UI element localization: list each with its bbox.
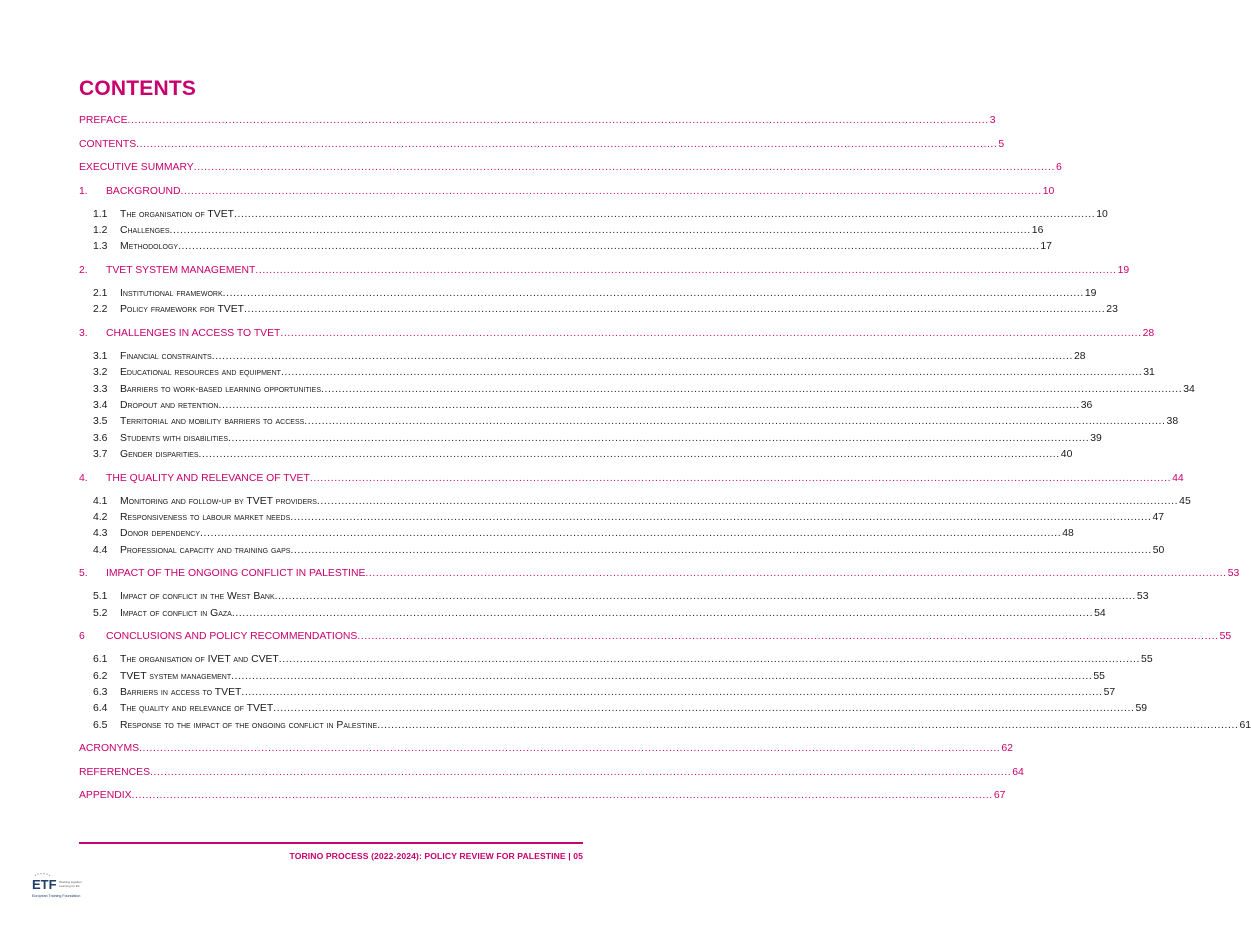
toc-entry[interactable] — [79, 472, 1184, 485]
toc-entry-number: 1. — [79, 185, 88, 197]
toc-entry-title: Impact of conflict in Gaza — [120, 607, 232, 619]
toc-entry[interactable] — [79, 303, 1118, 316]
toc-entry-page: 31 — [1143, 367, 1155, 379]
toc-entry[interactable] — [79, 544, 1165, 557]
toc-entry[interactable] — [79, 527, 1074, 540]
toc-dot-leader — [228, 432, 1089, 445]
toc-dot-leader — [290, 511, 1151, 524]
toc-entry-number: 6.2 — [93, 670, 108, 682]
toc-entry-title: Response to the impact of the ongoing conflict in Palestine — [120, 719, 378, 731]
toc-entry-title: Responsiveness to labour market needs — [120, 512, 291, 523]
toc-entry-title: APPENDIX — [79, 790, 132, 802]
toc-entry[interactable] — [79, 350, 1086, 363]
toc-dot-leader — [150, 766, 1011, 779]
toc-dot-leader — [273, 702, 1134, 715]
toc-entry-title: Barriers to work-based learning opportunities — [120, 383, 321, 395]
toc-entry-number: 4.2 — [93, 512, 108, 523]
toc-entry[interactable] — [79, 366, 1155, 379]
toc-entry-title: REFERENCES — [79, 766, 151, 778]
toc-dot-leader — [357, 630, 1218, 643]
toc-entry-number: 3.7 — [93, 449, 108, 461]
toc-dot-leader — [317, 495, 1178, 508]
footer-running-title: TORINO PROCESS (2022-2024): POLICY REVIEW FOR PALESTINE | 05 — [289, 851, 583, 861]
toc-entry-page: 44 — [1172, 472, 1184, 484]
toc-entry-title: The quality and relevance of TVET — [120, 703, 274, 715]
toc-entry-number: 6.4 — [93, 703, 108, 715]
toc-entry-page: 55 — [1141, 654, 1153, 666]
toc-entry-title: IMPACT OF THE ONGOING CONFLICT IN PALESTINE — [106, 568, 366, 580]
toc-dot-leader — [290, 544, 1151, 557]
toc-dot-leader — [200, 527, 1061, 540]
toc-dot-leader — [241, 686, 1102, 699]
toc-entry-page: 62 — [1001, 743, 1013, 755]
toc-entry-title: The organisation of TVET — [120, 208, 234, 220]
toc-entry-page: 48 — [1062, 528, 1074, 540]
toc-dot-leader — [136, 138, 997, 151]
toc-entry[interactable] — [79, 415, 1179, 428]
toc-entry-number: 3.5 — [93, 416, 108, 428]
toc-dot-leader — [223, 287, 1084, 300]
toc-entry-page: 23 — [1106, 304, 1118, 316]
toc-entry-title: Institutional framework — [120, 287, 223, 299]
toc-entry-title: TVET SYSTEM MANAGEMENT — [106, 264, 256, 276]
toc-entry[interactable] — [79, 719, 1251, 732]
toc-dot-leader — [365, 567, 1226, 580]
toc-entry-number: 1.2 — [93, 224, 108, 236]
toc-entry[interactable] — [79, 448, 1073, 461]
toc-entry[interactable] — [79, 327, 1155, 340]
page-title: CONTENTS — [79, 77, 197, 100]
toc-entry-number: 6 — [79, 631, 85, 643]
toc-entry-number: 3.6 — [93, 432, 108, 444]
toc-entry[interactable] — [79, 208, 1108, 221]
toc-entry-page: 38 — [1166, 416, 1179, 428]
toc-entry[interactable] — [79, 161, 1062, 174]
footer-divider — [79, 842, 583, 844]
toc-entry-title: PREFACE — [79, 115, 128, 126]
logo-tagline-1: Working together — [59, 880, 82, 884]
toc-entry[interactable] — [79, 742, 1013, 755]
toc-dot-leader — [180, 185, 1041, 198]
logo-acronym: ETF — [32, 877, 57, 892]
toc-entry-page: 47 — [1152, 512, 1165, 523]
toc-entry[interactable] — [79, 590, 1149, 603]
toc-entry-page: 54 — [1094, 607, 1106, 619]
toc-entry-title: Professional capacity and training gaps — [120, 544, 291, 556]
toc-entry-number: 1.1 — [93, 208, 108, 220]
toc-entry-page: 53 — [1136, 591, 1149, 603]
toc-entry-number: 6.3 — [93, 687, 108, 698]
toc-entry-page: 45 — [1179, 495, 1191, 507]
toc-entry-page: 3 — [989, 115, 996, 126]
toc-entry-page: 64 — [1012, 766, 1024, 778]
toc-entry[interactable] — [79, 114, 996, 127]
toc-entry-title: Gender disparities — [120, 449, 199, 461]
toc-entry[interactable] — [79, 766, 1024, 779]
toc-entry[interactable] — [79, 789, 1006, 802]
toc-entry-number: 5.2 — [93, 607, 108, 619]
toc-entry-title: THE QUALITY AND RELEVANCE OF TVET — [106, 472, 310, 484]
toc-dot-leader — [194, 161, 1055, 174]
toc-entry[interactable] — [79, 138, 1005, 151]
toc-entry-page: 28 — [1073, 350, 1086, 362]
toc-entry-page: 19 — [1084, 287, 1097, 299]
toc-dot-leader — [132, 789, 993, 802]
toc-entry-page: 10 — [1042, 185, 1055, 197]
toc-entry-page: 17 — [1040, 241, 1052, 253]
toc-dot-leader — [139, 742, 1000, 755]
toc-entry-title: Challenges — [120, 224, 170, 236]
toc-entry[interactable] — [79, 224, 1044, 237]
toc-entry-title: ACRONYMS — [79, 743, 140, 755]
toc-entry-number: 4.3 — [93, 528, 108, 540]
toc-entry[interactable] — [79, 185, 1055, 198]
toc-entry-number: 2.1 — [93, 287, 108, 299]
toc-entry-title: EXECUTIVE SUMMARY — [79, 162, 194, 173]
toc-entry-title: Methodology — [120, 241, 179, 253]
toc-entry[interactable] — [79, 383, 1195, 396]
toc-entry-page: 50 — [1152, 544, 1165, 556]
toc-entry-page: 67 — [993, 790, 1006, 802]
toc-dot-leader — [280, 327, 1141, 340]
toc-entry-title: Financial constraints — [120, 350, 212, 362]
toc-entry[interactable] — [79, 702, 1148, 715]
toc-dot-leader — [304, 415, 1165, 428]
toc-entry-number: 1.3 — [93, 241, 108, 253]
toc-entry-page: 34 — [1183, 383, 1195, 395]
toc-entry[interactable] — [79, 240, 1052, 253]
toc-entry-page: 59 — [1135, 703, 1148, 715]
toc-entry[interactable] — [79, 670, 1105, 683]
toc-entry-number: 2. — [79, 264, 88, 276]
toc-dot-leader — [218, 399, 1079, 412]
toc-entry-number: 4.1 — [93, 495, 108, 507]
toc-dot-leader — [128, 114, 989, 127]
toc-entry[interactable] — [79, 287, 1097, 300]
toc-entry-page: 61 — [1239, 719, 1251, 731]
toc-entry-number: 3.4 — [93, 399, 108, 411]
etf-logo — [30, 872, 90, 902]
toc-entry-number: 2.2 — [93, 304, 108, 316]
toc-entry-number: 3.3 — [93, 383, 108, 395]
toc-entry-page: 57 — [1103, 687, 1116, 698]
toc-dot-leader — [281, 366, 1142, 379]
toc-entry-number: 5.1 — [93, 591, 108, 603]
toc-dot-leader — [279, 653, 1140, 666]
toc-entry[interactable] — [79, 264, 1130, 277]
toc-entry-title: CHALLENGES IN ACCESS TO TVET — [106, 327, 281, 339]
toc-dot-leader — [275, 590, 1136, 603]
toc-entry-number: 5. — [79, 568, 88, 580]
toc-dot-leader — [231, 670, 1092, 683]
toc-entry[interactable] — [79, 399, 1093, 412]
toc-entry-page: 36 — [1080, 399, 1093, 411]
toc-entry-page: 5 — [998, 138, 1005, 150]
toc-entry-page: 28 — [1142, 327, 1155, 339]
toc-entry-page: 10 — [1096, 208, 1108, 220]
toc-entry-title: BACKGROUND — [106, 185, 181, 197]
toc-entry-title: Dropout and retention — [120, 399, 219, 411]
toc-dot-leader — [212, 350, 1073, 363]
toc-entry-page: 19 — [1117, 264, 1130, 276]
toc-entry-page: 40 — [1060, 449, 1073, 461]
toc-entry-title: Educational resources and equipment — [120, 367, 281, 379]
toc-entry[interactable] — [79, 495, 1191, 508]
toc-entry-title: The organisation of IVET and CVET — [120, 654, 279, 666]
toc-dot-leader — [199, 448, 1060, 461]
toc-entry-page: 16 — [1031, 224, 1044, 236]
toc-entry-page: 6 — [1055, 162, 1062, 173]
toc-entry[interactable] — [79, 432, 1102, 445]
toc-entry-number: 6.5 — [93, 719, 108, 731]
toc-dot-leader — [321, 383, 1182, 396]
toc-entry-title: Territorial and mobility barriers to access — [120, 416, 305, 428]
toc-entry-title: Students with disabilities — [120, 432, 228, 444]
logo-tagline-2: Learning for life — [59, 884, 80, 888]
toc-entry[interactable] — [79, 511, 1165, 524]
toc-dot-leader — [377, 719, 1238, 732]
toc-entry-title: Barriers in access to TVET — [120, 687, 242, 698]
toc-dot-leader — [232, 607, 1093, 620]
toc-entry-title: CONCLUSIONS AND POLICY RECOMMENDATIONS — [106, 631, 358, 643]
toc-entry-page: 55 — [1093, 670, 1105, 682]
toc-dot-leader — [255, 264, 1116, 277]
toc-dot-leader — [178, 240, 1039, 253]
toc-entry-title: Impact of conflict in the West Bank — [120, 591, 275, 603]
toc-dot-leader — [310, 472, 1171, 485]
toc-entry-number: 3.2 — [93, 367, 108, 379]
toc-entry-title: Monitoring and follow-up by TVET providers — [120, 495, 317, 507]
toc-entry[interactable] — [79, 567, 1240, 580]
toc-entry[interactable] — [79, 630, 1232, 643]
toc-entry[interactable] — [79, 686, 1116, 699]
toc-entry-number: 3.1 — [93, 350, 108, 362]
toc-entry-number: 3. — [79, 327, 88, 339]
logo-name: European Training Foundation — [32, 894, 81, 898]
toc-entry-number: 6.1 — [93, 654, 108, 666]
toc-entry-page: 39 — [1090, 432, 1102, 444]
toc-entry-number: 4.4 — [93, 544, 108, 556]
toc-dot-leader — [244, 303, 1105, 316]
toc-entry-title: CONTENTS — [79, 138, 137, 150]
toc-entry-title: Donor dependency — [120, 528, 201, 540]
toc-entry-number: 4. — [79, 472, 88, 484]
toc-entry-page: 53 — [1227, 568, 1240, 580]
toc-dot-leader — [234, 208, 1095, 221]
toc-entry-title: Policy framework for TVET — [120, 304, 245, 316]
toc-dot-leader — [170, 224, 1031, 237]
toc-entry-title: TVET system management — [120, 670, 232, 682]
toc-entry[interactable] — [79, 653, 1153, 666]
toc-entry-page: 55 — [1219, 631, 1232, 643]
toc-entry[interactable] — [79, 607, 1106, 620]
